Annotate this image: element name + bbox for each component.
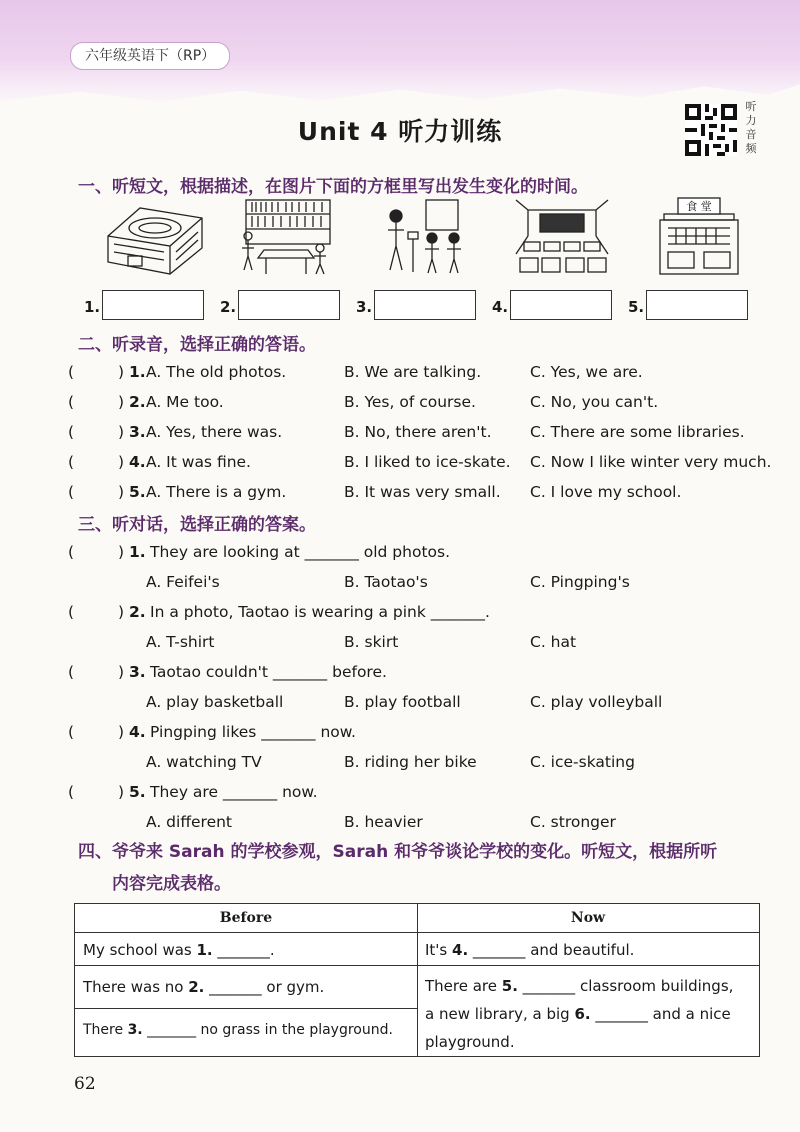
option-c: C. stronger	[530, 813, 616, 831]
table-cell-before-1: My school was 1. _______.	[83, 941, 275, 959]
question-stem: Pingping likes _______ now.	[150, 723, 356, 741]
table-divider	[75, 1008, 417, 1009]
option-a: A. Feifei's	[146, 573, 220, 591]
answer-paren-open[interactable]: (	[68, 423, 75, 441]
option-b: B. Yes, of course.	[344, 393, 476, 411]
answer-box-1[interactable]	[102, 290, 204, 320]
answer-paren-open[interactable]: (	[68, 663, 75, 681]
answer-box-2[interactable]	[238, 290, 340, 320]
qr-code-icon[interactable]	[685, 104, 737, 156]
answer-number-2: 2.	[220, 298, 237, 316]
section-3-title: 三、听对话，选择正确的答案。	[78, 515, 316, 535]
option-c: C. hat	[530, 633, 577, 651]
option-c: C. Now I like winter very much.	[530, 453, 772, 471]
qr-audio-note: 听 力 音 频	[745, 100, 757, 155]
answer-paren-open[interactable]: (	[68, 363, 75, 381]
question-stem: They are looking at _______ old photos.	[150, 543, 451, 561]
classroom-icon	[512, 196, 612, 280]
answer-paren-open[interactable]: (	[68, 783, 75, 801]
page-number: 62	[74, 1074, 96, 1094]
stadium-gym-icon	[100, 196, 210, 280]
option-c: C. Pingping's	[530, 573, 630, 591]
answer-paren-open[interactable]: (	[68, 453, 75, 471]
dining-hall-sign: 食 堂	[686, 200, 712, 213]
answer-number-4: 4.	[492, 298, 509, 316]
table-divider	[75, 965, 417, 966]
changes-table	[74, 903, 760, 1057]
option-c: C. I love my school.	[530, 483, 682, 501]
option-b: B. No, there aren't.	[344, 423, 492, 441]
option-a: A. Yes, there was.	[146, 423, 283, 441]
option-a: A. T-shirt	[146, 633, 215, 651]
option-b: B. It was very small.	[344, 483, 501, 501]
children-singing-icon	[380, 196, 470, 280]
option-c: C. ice-skating	[530, 753, 635, 771]
option-a: A. Me too.	[146, 393, 224, 411]
table-header-before: Before	[219, 910, 273, 926]
answer-number-1: 1.	[84, 298, 101, 316]
option-a: A. different	[146, 813, 233, 831]
answer-box-3[interactable]	[374, 290, 476, 320]
section-1-title: 一、听短文，根据描述，在图片下面的方框里写出发生变化的时间。	[78, 177, 588, 197]
question-stem: They are _______ now.	[150, 783, 318, 801]
table-header-now: Now	[570, 910, 606, 926]
dining-hall-icon	[654, 196, 744, 280]
answer-paren-open[interactable]: (	[68, 603, 75, 621]
section-4-title: 四、爷爷来 Sarah 的学校参观，Sarah 和爷爷谈论学校的变化。听短文，根据所听 内容完成表格。	[78, 842, 718, 894]
option-b: B. Taotao's	[344, 573, 428, 591]
option-b: B. I liked to ice-skate.	[344, 453, 511, 471]
table-cell-now-1: It's 4. _______ and beautiful.	[425, 941, 635, 959]
table-divider	[417, 965, 759, 966]
option-c: C. Yes, we are.	[530, 363, 643, 381]
option-a: A. play basketball	[146, 693, 284, 711]
question-stem: Taotao couldn't _______ before.	[150, 663, 387, 681]
page-title: Unit 4 听力训练	[297, 117, 503, 146]
answer-paren-open[interactable]: (	[68, 543, 75, 561]
table-divider	[75, 932, 759, 933]
option-c: C. play volleyball	[530, 693, 663, 711]
table-cell-before-3: There 3. _______ no grass in the playground.	[83, 1022, 393, 1038]
answer-box-5[interactable]	[646, 290, 748, 320]
answer-number-5: 5.	[628, 298, 645, 316]
section-2-title: 二、听录音，选择正确的答语。	[78, 335, 316, 355]
option-a: A. It was fine.	[146, 453, 251, 471]
table-cell-now-2: There are 5. _______ classroom buildings, a new library, a big 6. _______ and a nice playground.	[425, 977, 734, 1051]
option-b: B. skirt	[344, 633, 399, 651]
option-a: A. There is a gym.	[146, 483, 287, 501]
answer-paren-open[interactable]: (	[68, 723, 75, 741]
option-c: C. There are some libraries.	[530, 423, 745, 441]
table-cell-before-2: There was no 2. _______ or gym.	[83, 978, 325, 996]
answer-paren-open[interactable]: (	[68, 483, 75, 501]
option-c: C. No, you can't.	[530, 393, 659, 411]
library-icon	[236, 196, 336, 280]
option-a: A. The old photos.	[146, 363, 287, 381]
option-b: B. play football	[344, 693, 461, 711]
answer-paren-open[interactable]: (	[68, 393, 75, 411]
book-label: 六年级英语下（RP）	[70, 42, 230, 70]
option-b: B. heavier	[344, 813, 423, 831]
table-divider	[417, 904, 418, 1056]
option-b: B. riding her bike	[344, 753, 477, 771]
option-a: A. watching TV	[146, 753, 262, 771]
question-stem: In a photo, Taotao is wearing a pink _______.	[150, 603, 490, 621]
answer-box-4[interactable]	[510, 290, 612, 320]
option-b: B. We are talking.	[344, 363, 482, 381]
answer-number-3: 3.	[356, 298, 373, 316]
